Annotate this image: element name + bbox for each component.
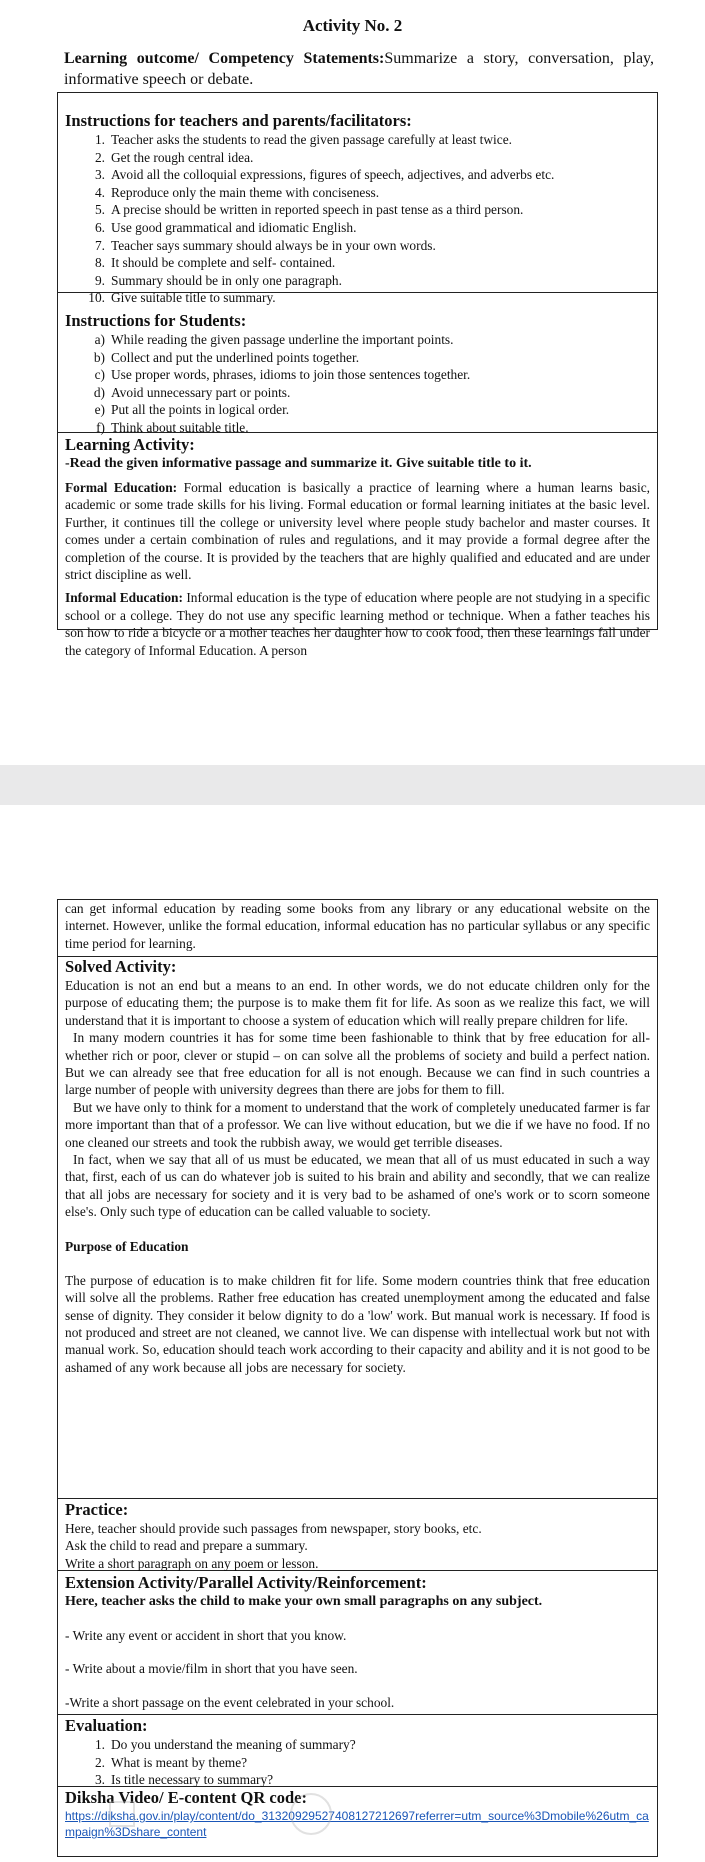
practice-line-2: Ask the child to read and prepare a summary. [65,1538,308,1554]
solved-activity-heading: Solved Activity: [65,957,177,976]
student-instruction-item-number: a) [94,332,105,347]
teacher-instruction-item [65,131,650,149]
activity-box-page1 [57,92,658,658]
solved-activity-section [58,957,657,1499]
student-instruction-item [65,331,650,349]
teacher-instruction-item [65,184,650,202]
student-instruction-item [65,366,650,384]
purpose-text: The purpose of education is to make children fit for life. Some modern countries think that free education will solve all the problems. Rather free education has created unemployment among the educated and false sense of dignity. They consider it below dignity to do a 'low' work. But manual work is necessary. If food is not produced and street are not cleaned, we cannot live. We can dispense with intellectual work but not with manual work. So, education should teach work according to their capacity and ability and it is not good to be ashamed of any work because all jobs are necessary for society. [65,1272,650,1375]
practice-heading: Practice: [65,1500,129,1519]
teacher-instruction-item-number: 5. [94,202,105,218]
student-instructions-section [58,293,657,433]
informal-label: Informal Education: [65,590,183,606]
activity-title: Activity No. 2 [302,16,403,35]
teacher-instruction-item-number: 7. [94,237,105,253]
activity-box-page2 [57,899,658,1857]
outcome-label: Learning outcome/ Competency Statements: [64,50,385,67]
teacher-instruction-item-number: 6. [94,219,105,235]
teacher-instruction-item-number: 3. [94,167,105,183]
outcome-text: Summarize a story, conversation, play, informative speech or debate. [64,50,655,88]
teacher-instruction-item [65,237,650,255]
evaluation-item [65,1754,650,1772]
evaluation-heading: Evaluation: [65,1716,148,1735]
teacher-instruction-item-number: 2. [94,149,105,165]
evaluation-item-text: Do you understand the meaning of summary? [111,1737,356,1752]
evaluation-list [65,1736,650,1789]
extension-instruction: Here, teacher asks the child to make your own small paragraphs on any subject. [65,1594,543,1609]
teacher-instruction-item-text: Avoid all the colloquial expressions, figures of speech, adjectives, and adverbs etc. [111,167,555,183]
teacher-instruction-item-text: Give suitable title to summary. [111,290,276,306]
formal-education-paragraph [65,479,650,583]
purpose-title: Purpose of Education [65,1238,189,1254]
student-instruction-item-number: c) [94,367,105,383]
student-instruction-item-text: Put all the points in logical order. [111,402,290,418]
teacher-instructions-list [65,131,650,307]
extension-heading: Extension Activity/Parallel Activity/Reinforcement: [65,1573,427,1592]
extension-item-3: -Write a short passage on the event celebrated in your school. [65,1694,395,1710]
student-instruction-item-text: Avoid unnecessary part or points. [111,384,291,400]
diksha-link[interactable]: https://diksha.gov.in/play/content/do_31320929527408127212697referrer=utm_source%3Dmobile%26utm_campaign%3Dshare_content [65,1809,649,1839]
evaluation-item-text: What is meant by theme? [111,1754,248,1770]
page-gap [0,765,705,805]
teacher-instruction-item [65,272,650,290]
learning-activity-section [58,433,657,658]
teacher-instruction-item [65,254,650,272]
teacher-instruction-item-text: Teacher asks the students to read the given passage carefully at least twice. [111,132,512,147]
learning-activity-instruction: -Read the given informative passage and summarize it. Give suitable title to it. [65,456,532,471]
teacher-instructions-heading: Instructions for teachers and parents/facilitators: [65,111,412,130]
informal-continued-section [58,900,657,957]
student-instruction-item [65,401,650,419]
teacher-instruction-item-number: 9. [94,272,105,288]
solved-paragraph-3: But we have only to think for a moment to understand that the work of completely uneducated farmer is far more important than that of a professor. We can live without education, but we die if we have no food. If no one cleaned our streets and took the rubbish away, we would get terrible diseases. [65,1099,650,1150]
teacher-instruction-item [65,149,650,167]
student-instructions-heading: Instructions for Students: [65,311,247,330]
evaluation-item [65,1736,650,1754]
teacher-instruction-item-text: Summary should be in only one paragraph. [111,272,342,288]
teacher-instruction-item-text: Use good grammatical and idiomatic English. [111,219,357,235]
teacher-instruction-item-number: 10. [88,290,105,306]
student-instructions-list [65,331,650,437]
informal-education-paragraph [65,589,650,659]
student-instruction-item-text: Use proper words, phrases, idioms to join those sentences together. [111,367,471,383]
evaluation-section [58,1715,657,1787]
page-1 [0,0,705,765]
formal-label: Formal Education: [65,480,178,495]
nav-square-icon[interactable] [109,1801,135,1827]
evaluation-item-number: 3. [94,1772,105,1788]
teacher-instruction-item-number: 1. [94,132,105,147]
evaluation-item-number: 2. [94,1754,105,1770]
extension-section [58,1571,657,1715]
practice-section [58,1499,657,1571]
informal-continued-text: can get informal education by reading some books from any library or any educational website on the internet. However, unlike the formal education, informal education has no particular syllabus or any specific time period for learning. [65,901,650,951]
extension-item-2: - Write about a movie/film in short that you have seen. [65,1661,358,1677]
page-2 [0,805,705,1862]
teacher-instruction-item-text: Get the rough central idea. [111,149,254,165]
diksha-section [58,1787,657,1846]
solved-paragraph-2: In many modern countries it has for some time been fashionable to think that by free education for all- whether rich or poor, clever or stupid – on can solve all the problems of society and build a perfect nation. But we can already see that free education for all is not enough. Because we can find in such countries a large number of people with university degrees than there are jobs for them to fill. [65,1030,650,1098]
practice-line-3: Write a short paragraph on any poem or lesson. [65,1555,319,1571]
student-instruction-item [65,384,650,402]
student-instruction-item-number: b) [93,349,105,365]
learning-outcome [64,48,654,90]
extension-item-1: - Write any event or accident in short that you know. [65,1628,347,1643]
informal-text: Informal education is the type of education where people are not studying in a specific school or a college. They do not use any specific learning method or technique. When a father teaches his son how to ride a bicycle or a mother teaches her daughter how to cook food, then these learnings fall under the category of Informal Education. A person [65,590,650,658]
teacher-instruction-item-text: It should be complete and self- contained. [111,255,336,271]
solved-paragraph-4: In fact, when we say that all of us must be educated, we mean that all of us must educated in such a way that, first, each of us can do whatever job is suited to his brain and ability and secondly, that we can realize that all jobs are necessary for society and it is very bad to be ashamed of one's work or to scorn someone else's. Only such type of education can be called valuable to society. [65,1152,650,1220]
practice-line-1: Here, teacher should provide such passages from newspaper, story books, etc. [65,1521,482,1536]
teacher-instruction-item-number: 8. [94,255,105,271]
teacher-instruction-item [65,219,650,237]
formal-text: Formal education is basically a practice of learning where a human learns basic, academic or some trade skills for his living. Formal education or formal learning initiates at the basic level. Further, it continues till the college or university level where people study bachelor and master courses. It comes under a certain combination of rules and regulations, and it may provide a formal degree after the completion of the course. It is provided by the teachers that are highly qualified and educated and are under strict discipline as well. [65,480,651,583]
student-instruction-item [65,349,650,367]
nav-home-icon[interactable] [290,1793,332,1835]
teacher-instructions-section [58,93,657,306]
teacher-instruction-item-number: 4. [94,184,105,200]
learning-activity-heading: Learning Activity: [65,435,195,454]
student-instruction-item-text: While reading the given passage underline the important points. [111,332,454,347]
student-instruction-item-number: f) [96,419,105,435]
evaluation-item-text: Is title necessary to summary? [111,1772,274,1788]
solved-paragraph-1: Education is not an end but a means to an end. In other words, we do not educate children only for the purpose of educating them; the purpose is to make them fit for life. As soon as we realize this fact, we will understand that it is important to choose a system of education which will really prepare children for life. [65,978,650,1028]
teacher-instruction-item [65,166,650,184]
student-instruction-item-text: Think about suitable title. [111,419,249,435]
student-instruction-item-number: d) [93,384,105,400]
student-instruction-item-number: e) [94,402,105,418]
teacher-instruction-item-text: A precise should be written in reported speech in past tense as a third person. [111,202,524,218]
teacher-instruction-item-text: Teacher says summary should always be in your own words. [111,237,436,253]
evaluation-item-number: 1. [94,1737,105,1752]
teacher-instruction-item [65,201,650,219]
student-instruction-item-text: Collect and put the underlined points together. [111,349,360,365]
diksha-heading: Diksha Video/ E-content QR code: [65,1788,308,1807]
teacher-instruction-item-text: Reproduce only the main theme with conciseness. [111,184,380,200]
